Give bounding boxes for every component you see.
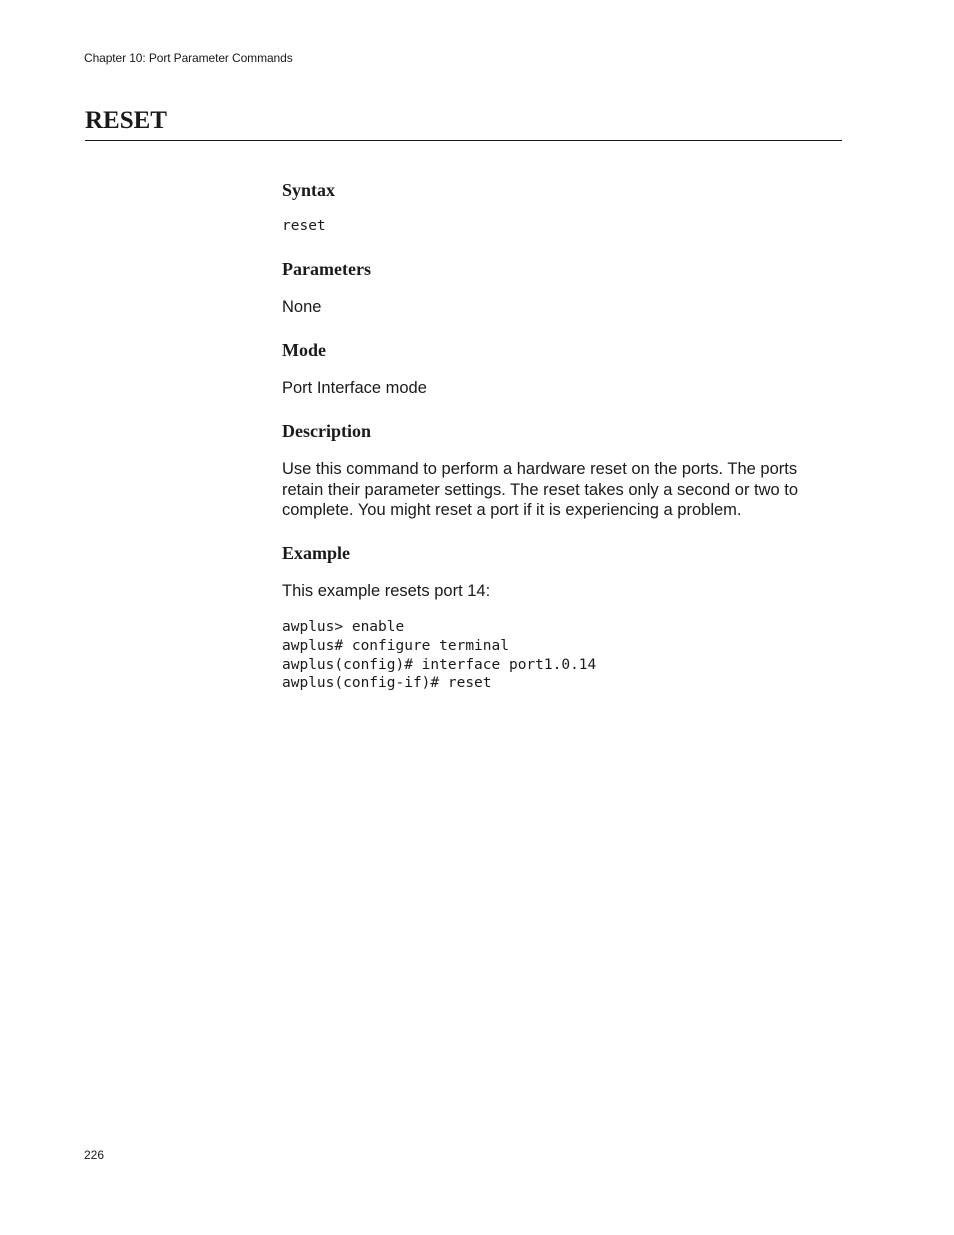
title-rule xyxy=(85,140,842,141)
example-code-line: awplus(config-if)# reset xyxy=(282,675,492,692)
example-code-line: awplus# configure terminal xyxy=(282,637,509,654)
description-text: Use this command to perform a hardware reset on the ports. The ports retain their parameter settings. The reset takes only a second or two to complete. You might reset a port if it is experiencing a problem. xyxy=(282,460,799,519)
page-number: 226 xyxy=(84,1148,105,1162)
parameters-text: None xyxy=(282,298,322,316)
example-heading: Example xyxy=(282,543,351,563)
parameters-heading: Parameters xyxy=(282,259,371,279)
mode-text: Port Interface mode xyxy=(282,379,427,397)
description-heading: Description xyxy=(282,421,371,441)
running-header: Chapter 10: Port Parameter Commands xyxy=(84,51,293,65)
mode-heading: Mode xyxy=(282,340,326,360)
syntax-code: reset xyxy=(282,218,326,234)
page-title: RESET xyxy=(85,107,167,134)
example-code-line: awplus> enable xyxy=(282,619,405,635)
syntax-heading: Syntax xyxy=(282,180,336,200)
example-intro: This example resets port 14: xyxy=(282,582,491,600)
example-code-line: awplus(config)# interface port1.0.14 xyxy=(282,656,597,673)
